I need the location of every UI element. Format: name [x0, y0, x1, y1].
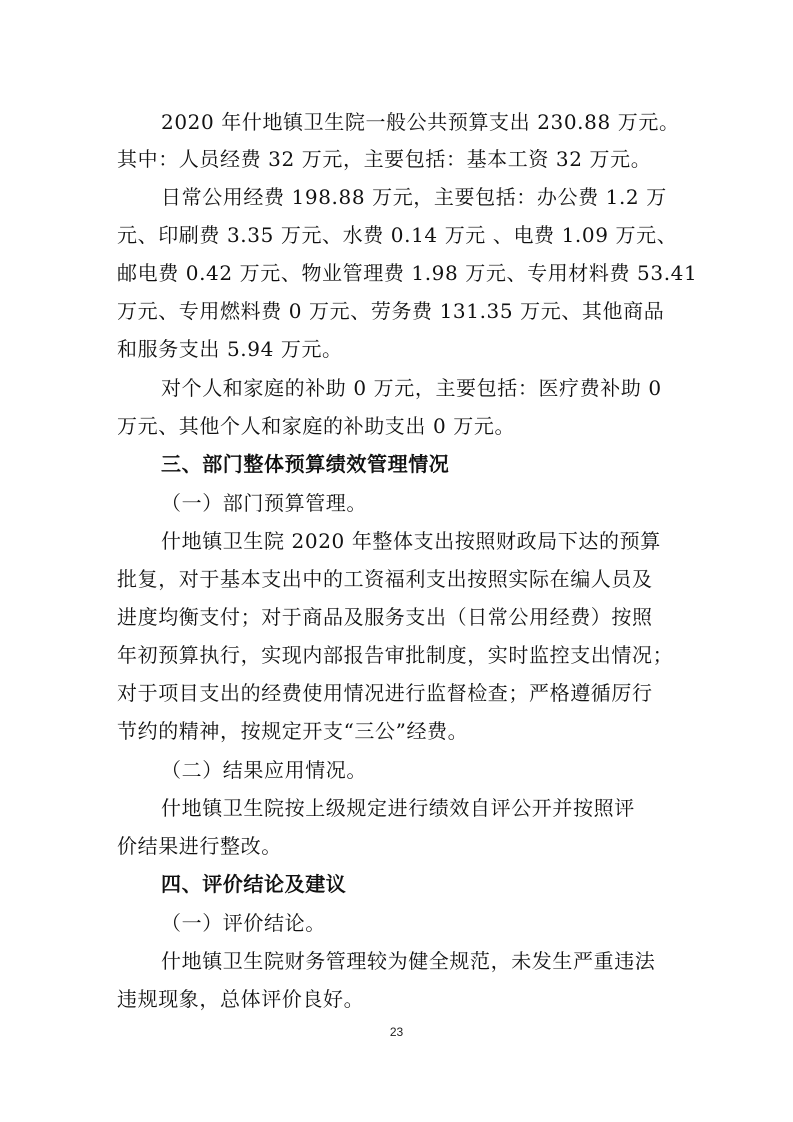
paragraph-line: 邮电费 0.42 万元、物业管理费 1.98 万元、专用材料费 53.41 — [117, 261, 698, 285]
paragraph-line: 违规现象，总体评价良好。 — [117, 987, 365, 1011]
paragraph-line: 对个人和家庭的补助 0 万元，主要包括：医疗费补助 0 — [161, 376, 662, 400]
paragraph-line: 什地镇卫生院按上级规定进行绩效自评公开并按照评 — [161, 796, 635, 820]
paragraph-line: 节约的精神，按规定开支“三公”经费。 — [117, 719, 469, 743]
section-heading-3: 三、部门整体预算绩效管理情况 — [161, 452, 450, 476]
paragraph-line: 进度均衡支付；对于商品及服务支出（日常公用经费）按照 — [117, 605, 653, 629]
paragraph-line: 什地镇卫生院财务管理较为健全规范，未发生严重违法 — [161, 949, 656, 973]
paragraph-line: 和服务支出 5.94 万元。 — [117, 337, 343, 361]
paragraph-line: 万元、专用燃料费 0 万元、劳务费 131.35 万元、其他商品 — [117, 299, 665, 323]
subsection-heading: （一）评价结论。 — [161, 911, 326, 935]
paragraph-line: 批复，对于基本支出中的工资福利支出按照实际在编人员及 — [117, 567, 653, 591]
section-heading-4: 四、评价结论及建议 — [161, 872, 347, 896]
paragraph-line: 什地镇卫生院 2020 年整体支出按照财政局下达的预算 — [161, 529, 661, 553]
paragraph-line: 价结果进行整改。 — [117, 834, 282, 858]
paragraph-line: 对于项目支出的经费使用情况进行监督检查；严格遵循厉行 — [117, 681, 653, 705]
subsection-heading: （二）结果应用情况。 — [161, 758, 367, 782]
paragraph-line: 元、印刷费 3.35 万元、水费 0.14 万元 、电费 1.09 万元、 — [117, 223, 678, 247]
paragraph-line: 其中：人员经费 32 万元，主要包括：基本工资 32 万元。 — [117, 147, 652, 171]
paragraph-line: 万元、其他个人和家庭的补助支出 0 万元。 — [117, 414, 516, 438]
paragraph-line: 日常公用经费 198.88 万元，主要包括：办公费 1.2 万 — [161, 185, 667, 209]
subsection-heading: （一）部门预算管理。 — [161, 491, 367, 515]
paragraph-line: 2020 年什地镇卫生院一般公共预算支出 230.88 万元。 — [161, 110, 680, 134]
paragraph-line: 年初预算执行，实现内部报告审批制度，实时监控支出情况； — [117, 643, 674, 667]
page-number: 23 — [389, 1025, 404, 1039]
